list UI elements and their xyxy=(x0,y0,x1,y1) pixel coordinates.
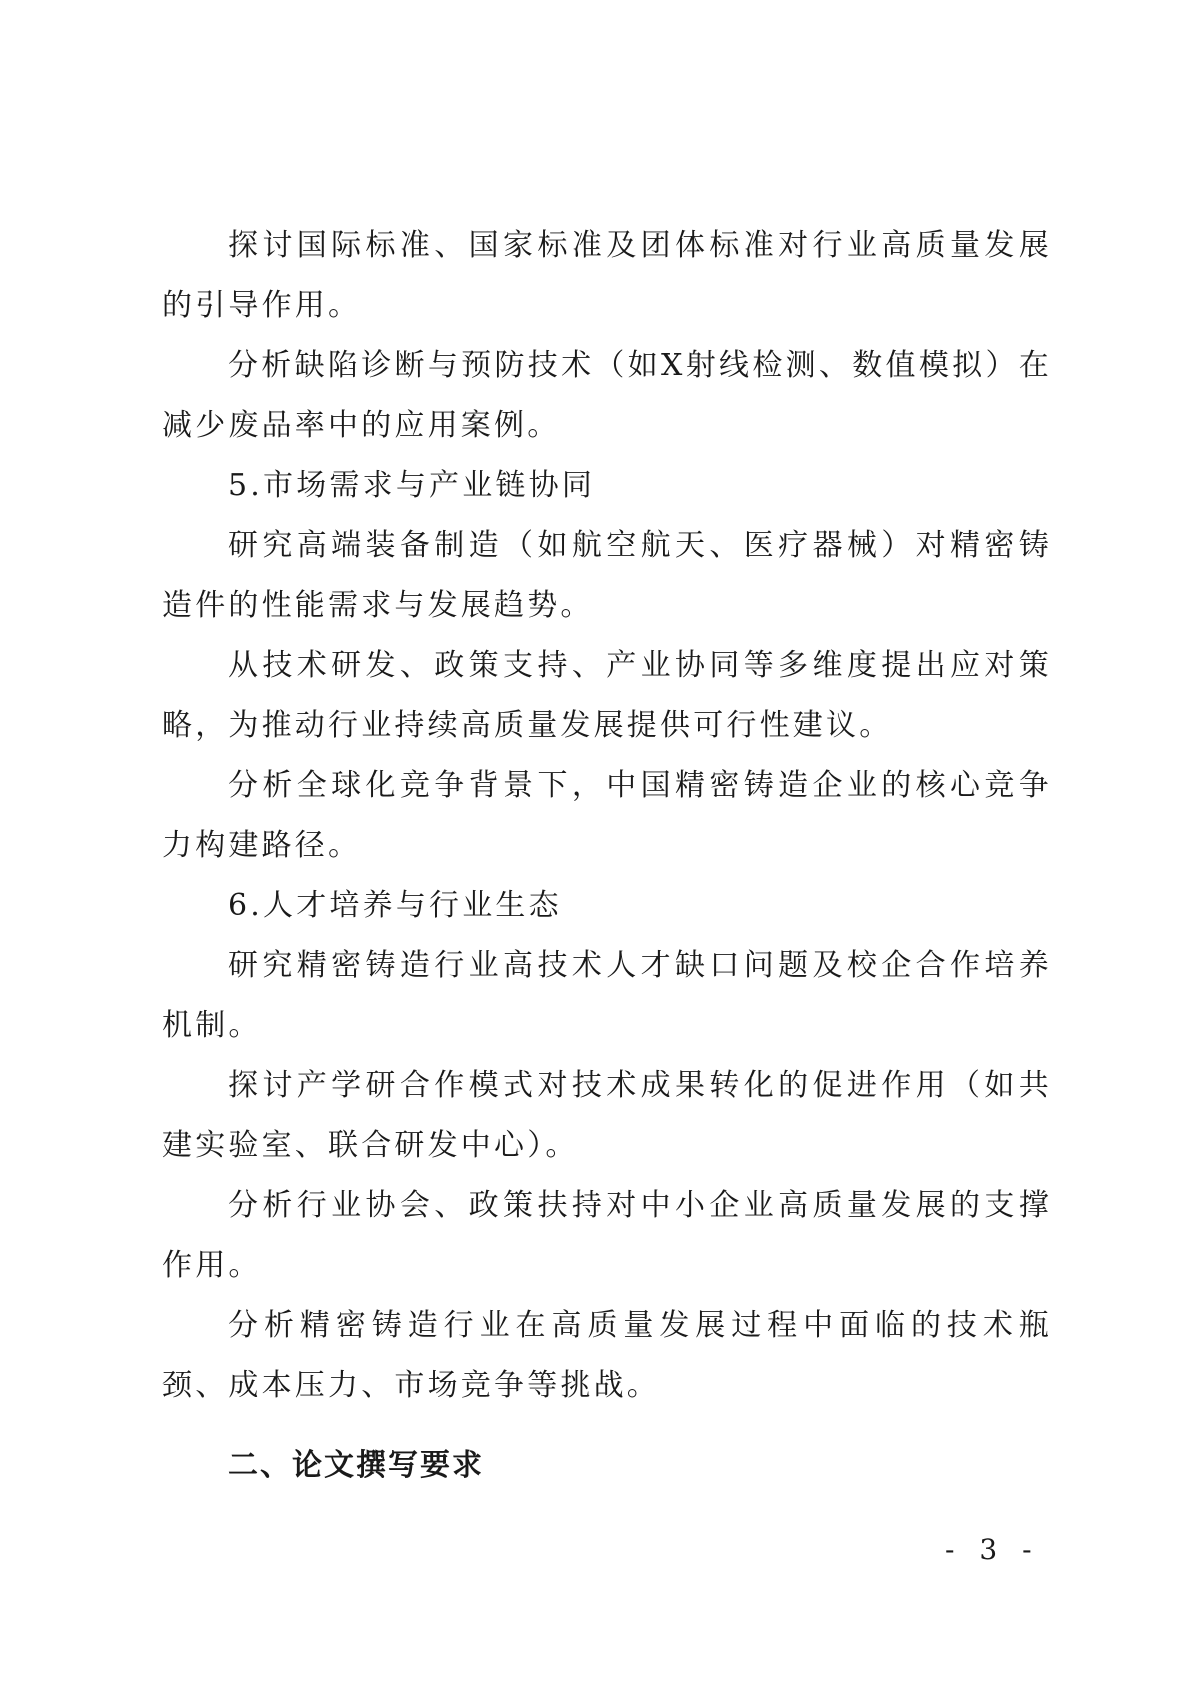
page-number: - 3 - xyxy=(945,1533,1040,1566)
paragraph-strategy-proposals: 从技术研发、政策支持、产业协同等多维度提出应对策略，为推动行业持续高质量发展提供可行性建议。 xyxy=(162,648,1052,743)
paragraph-high-end-equipment: 研究高端装备制造（如航空航天、医疗器械）对精密铸造件的性能需求与发展趋势。 xyxy=(162,528,1052,623)
section-heading-paper-requirements: 二、论文撰写要求 xyxy=(228,1448,484,1483)
paragraph-association-support: 分析行业协会、政策扶持对中小企业高质量发展的支撑作用。 xyxy=(162,1188,1052,1283)
paragraph-standards: 探讨国际标准、国家标准及团体标准对行业高质量发展的引导作用。 xyxy=(162,228,1052,323)
paragraph-talent-gap: 研究精密铸造行业高技术人才缺口问题及校企合作培养机制。 xyxy=(162,948,1052,1043)
subheading-market-demand: 5.市场需求与产业链协同 xyxy=(228,468,596,503)
subheading-talent-ecosystem: 6.人才培养与行业生态 xyxy=(228,888,562,923)
paragraph-industry-academia: 探讨产学研合作模式对技术成果转化的促进作用（如共建实验室、联合研发中心）。 xyxy=(162,1068,1052,1163)
document-body xyxy=(162,216,1052,1496)
paragraph-challenges: 分析精密铸造行业在高质量发展过程中面临的技术瓶颈、成本压力、市场竞争等挑战。 xyxy=(162,1308,1052,1403)
paragraph-defect-diagnosis: 分析缺陷诊断与预防技术（如X射线检测、数值模拟）在减少废品率中的应用案例。 xyxy=(162,348,1052,443)
paragraph-global-competition: 分析全球化竞争背景下，中国精密铸造企业的核心竞争力构建路径。 xyxy=(162,768,1052,863)
